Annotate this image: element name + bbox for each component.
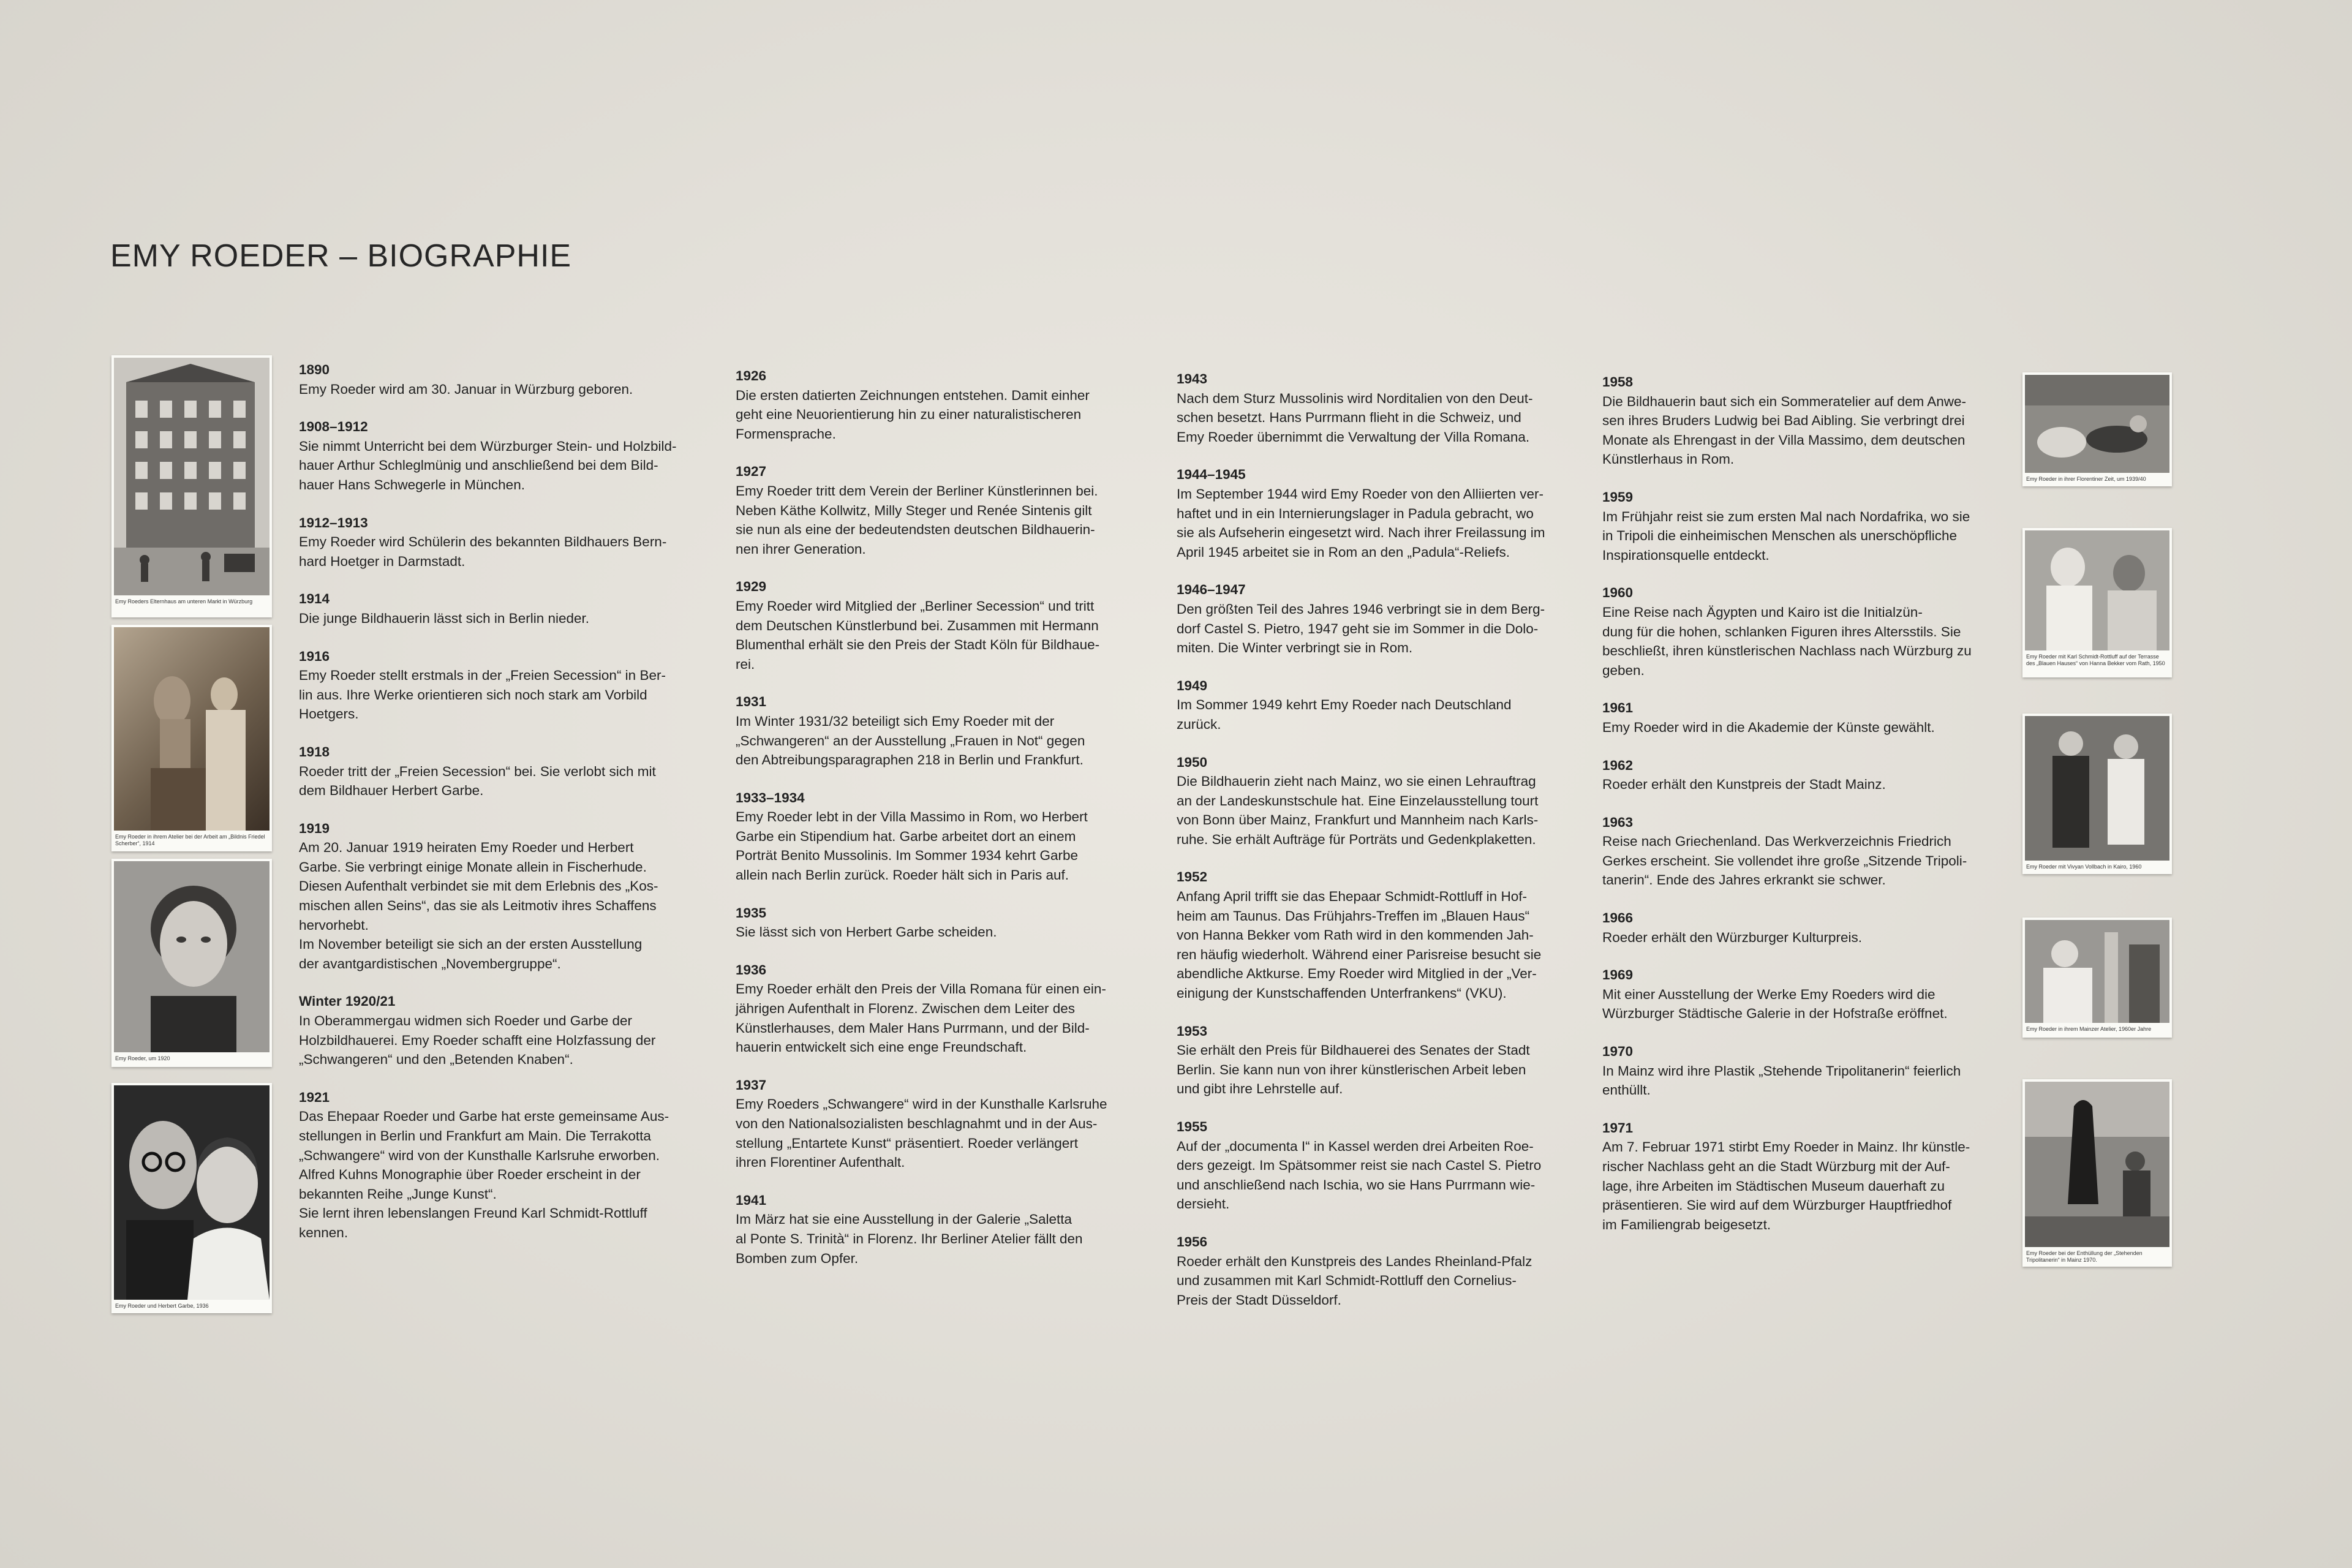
page-title: EMY ROEDER – BIOGRAPHIE	[110, 238, 572, 274]
photo-image	[114, 1085, 270, 1300]
garden-image	[2025, 375, 2169, 473]
photo-unveiling	[2022, 1079, 2172, 1267]
photo-portrait-1920	[111, 859, 272, 1067]
entry-text: Den größten Teil des Jahres 1946 verbringt sie in dem Berg- dorf Castel S. Pietro, 1947 geht sie im Sommer in die Dolo- miten. Die Winter verbringt sie in Rom.	[1177, 601, 1545, 656]
entry-text: Sie lässt sich von Herbert Garbe scheiden.	[736, 924, 997, 940]
entry-text: Emy Roeders „Schwangere“ wird in der Kunsthalle Karlsruhe von den Nationalsozialisten beschlagnahmt und in der Aus- stellung „Entartete Kunst“ präsentiert. Roeder verlängert ihren Florentiner Aufenthalt.	[736, 1096, 1107, 1170]
timeline-entry	[1602, 1042, 2043, 1100]
timeline-entry	[736, 692, 1177, 769]
photo-caption: Emy Roeder in ihrem Mainzer Atelier, 1960er Jahre	[2026, 1026, 2152, 1032]
entry-year: 1950	[1177, 754, 1208, 770]
timeline-entry	[1602, 756, 2043, 794]
timeline-entry	[1602, 965, 2043, 1023]
timeline-entry	[299, 1088, 740, 1243]
entry-year: 1921	[299, 1089, 330, 1105]
entry-year: 1966	[1602, 910, 1634, 926]
photo-image	[114, 627, 270, 831]
timeline-column-1	[299, 360, 740, 1261]
timeline-entry	[1602, 813, 2043, 890]
entry-year: 1916	[299, 648, 330, 664]
entry-text: Emy Roeder wird Schülerin des bekannten Bildhauers Bern- hard Hoetger in Darmstadt.	[299, 534, 667, 569]
entry-text: Im Sommer 1949 kehrt Emy Roeder nach Deutschland zurück.	[1177, 697, 1512, 732]
entry-year: 1926	[736, 368, 767, 383]
timeline-entry	[736, 788, 1177, 885]
entry-text: Die ersten datierten Zeichnungen entstehen. Damit einher geht eine Neuorientierung hin zu einer naturalistischeren Formensprache.	[736, 387, 1090, 442]
timeline-entry	[736, 960, 1177, 1057]
timeline-entry	[1177, 1022, 1618, 1099]
timeline-entry	[299, 417, 740, 494]
timeline-entry	[299, 513, 740, 571]
photo-caption: Emy Roeders Elternhaus am unteren Markt in Würzburg	[115, 598, 253, 605]
timeline-column-4	[1602, 372, 2043, 1253]
photo-image	[2025, 920, 2169, 1023]
entry-year: 1960	[1602, 585, 1634, 601]
photo-schmidt-rottluff	[2022, 528, 2172, 677]
photo-caption: Emy Roeder in ihrem Atelier bei der Arbeit am „Bildnis Friedel Scherber“, 1914	[115, 834, 265, 846]
timeline-entry	[736, 903, 1177, 942]
entry-text: Emy Roeder wird am 30. Januar in Würzburg geboren.	[299, 381, 633, 397]
timeline-column-3	[1177, 369, 1618, 1328]
timeline-entry	[736, 462, 1177, 559]
timeline-entry	[1177, 753, 1618, 850]
entry-text: Am 20. Januar 1919 heiraten Emy Roeder und Herbert Garbe. Sie verbringt einige Monate allein in Fischerhude. Diesen Aufenthalt verbindet sie mit dem Erlebnis des „Kos- mischen allen Seins“, das sie als Leitmotiv ihres Schaffens hervorhebt. Im November beteiligt sie sich an der ersten Ausstellung der avantgardistischen „Novembergruppe“.	[299, 840, 658, 971]
entry-year: 1936	[736, 962, 767, 978]
entry-text: Emy Roeder tritt dem Verein der Berliner Künstlerinnen bei. Neben Käthe Kollwitz, Milly Steger und Renée Sintenis gilt sie nun als eine der bedeutendsten deutschen Bildhauerin- nen ihrer Generation.	[736, 483, 1098, 557]
photo-image	[114, 861, 270, 1052]
photo-image	[2025, 716, 2169, 861]
photo-cairo	[2022, 714, 2172, 874]
entry-year: 1962	[1602, 757, 1634, 773]
entry-text: In Mainz wird ihre Plastik „Stehende Tripolitanerin“ feierlich enthüllt.	[1602, 1063, 1961, 1098]
timeline-entry	[1602, 372, 2043, 469]
entry-text: Sie erhält den Preis für Bildhauerei des Senates der Stadt Berlin. Sie kann nun von ihrer künstlerischen Arbeit leben und gibt ihre Lehrstelle auf.	[1177, 1042, 1530, 1097]
entry-text: In Oberammergau widmen sich Roeder und Garbe der Holzbildhauerei. Emy Roeder schafft eine Holzfassung der „Schwangeren“ und den „Betenden Knaben“.	[299, 1013, 656, 1068]
entry-year: 1931	[736, 694, 767, 710]
photo-image	[2025, 375, 2169, 473]
entry-text: Auf der „documenta I“ in Kassel werden drei Arbeiten Roe- ders gezeigt. Im Spätsommer reist sie nach Castel S. Pietro und anschließend nach Ischia, wo sie Hans Purrmann wie- dersieht.	[1177, 1138, 1542, 1212]
timeline-entry	[1602, 488, 2043, 565]
entry-year: 1944–1945	[1177, 467, 1246, 483]
entry-year: 1970	[1602, 1044, 1634, 1060]
sculptor-image	[114, 627, 270, 831]
entry-year: 1933–1934	[736, 790, 805, 805]
timeline-entry	[1177, 465, 1618, 562]
entry-text: Emy Roeder stellt erstmals in der „Freien Secession“ in Ber- lin aus. Ihre Werke orientieren sich noch stark am Vorbild Hoetgers.	[299, 668, 666, 722]
couple-image	[114, 1085, 270, 1300]
photo-caption: Emy Roeder bei der Enthüllung der „Stehenden Tripolitanerin“ in Mainz 1970.	[2026, 1250, 2143, 1263]
entry-year: 1918	[299, 744, 330, 760]
cairo-image	[2025, 716, 2169, 861]
entry-year: 1961	[1602, 700, 1634, 716]
entry-year: 1935	[736, 905, 767, 921]
entry-year: 1908–1912	[299, 419, 368, 435]
entry-text: Am 7. Februar 1971 stirbt Emy Roeder in Mainz. Ihr künstle- rischer Nachlass geht an die Stadt Würzburg mit der Auf- lage, ihre Arbeiten im Städtischen Museum dauerhaft zu präsentieren. Sie wird auf dem Würzburger Hauptfriedhof im Familiengrab beigesetzt.	[1602, 1139, 1970, 1232]
entry-text: Das Ehepaar Roeder und Garbe hat erste gemeinsame Aus- stellungen in Berlin und Frankfurt am Main. Die Terrakotta „Schwangere“ wird von der Kunsthalle Karlsruhe erworben. Alfred Kuhns Monographie über Roeder erscheint in der bekannten Reihe „Junge Kunst“. Sie lernt ihren lebenslangen Freund Karl Schmidt-Rottluff kennen.	[299, 1109, 669, 1240]
entry-year: 1943	[1177, 371, 1208, 386]
timeline-entry	[1602, 1118, 2043, 1235]
entry-text: Eine Reise nach Ägypten und Kairo ist die Initialzün- dung für die hohen, schlanken Figuren ihres Altersstils. Sie beschließt, ihren künstlerischen Nachlass nach Würzburg zu geben.	[1602, 604, 1972, 678]
entry-year: 1946–1947	[1177, 582, 1246, 598]
entry-year: 1952	[1177, 869, 1208, 885]
timeline-entry	[1602, 583, 2043, 680]
entry-year: 1937	[736, 1077, 767, 1093]
entry-text: Roeder erhält den Würzburger Kulturpreis.	[1602, 929, 1862, 945]
photo-caption: Emy Roeder, um 1920	[115, 1055, 170, 1061]
photo-image	[2025, 530, 2169, 650]
photo-caption: Emy Roeder und Herbert Garbe, 1936	[115, 1303, 209, 1309]
photo-parents-house	[111, 355, 272, 617]
timeline-entry	[299, 360, 740, 399]
timeline-entry	[1602, 698, 2043, 737]
timeline-entry	[736, 366, 1177, 443]
timeline-entry	[1177, 676, 1618, 734]
unveiling-image	[2025, 1082, 2169, 1247]
timeline-column-2	[736, 366, 1177, 1286]
timeline-entry	[736, 1191, 1177, 1268]
entry-text: Die junge Bildhauerin lässt sich in Berlin nieder.	[299, 610, 590, 626]
entry-text: Im Winter 1931/32 beteiligt sich Emy Roeder mit der „Schwangeren“ an der Ausstellung „Frauen in Not“ gegen den Abtreibungsparagraphen 218 in Berlin und Frankfurt.	[736, 713, 1085, 768]
entry-text: Emy Roeder wird in die Akademie der Künste gewählt.	[1602, 719, 1935, 735]
entry-text: Im September 1944 wird Emy Roeder von den Alliierten ver- haftet und in ein Internierungslager in Padula gebracht, wo sie als Aufseherin eingesetzt wird. Nach ihrer Freilassung im April 1945 arbeitet sie in Rom an den „Padula“-Reliefs.	[1177, 486, 1545, 560]
entry-year: 1890	[299, 362, 330, 377]
entry-text: Reise nach Griechenland. Das Werkverzeichnis Friedrich Gerkes erscheint. Sie vollendet ihre große „Sitzende Tripoli- tanerin“. Ende des Jahres erkrankt sie schwer.	[1602, 834, 1967, 888]
timeline-entry	[299, 992, 740, 1069]
entry-text: Emy Roeder wird Mitglied der „Berliner Secession“ und tritt dem Deutschen Künstlerbund bei. Zusammen mit Hermann Blumenthal erhält sie den Preis der Stadt Köln für Bildhaue- rei.	[736, 598, 1100, 672]
entry-text: Die Bildhauerin baut sich ein Sommeratelier auf dem Anwe- sen ihres Bruders Ludwig bei Bad Aibling. Sie verbringt drei Monate als Ehrengast in der Villa Massimo, dem deutschen Künstlerhaus in Rom.	[1602, 393, 1967, 467]
photo-image	[2025, 1082, 2169, 1247]
timeline-entry	[736, 1076, 1177, 1172]
entry-year: 1956	[1177, 1234, 1208, 1250]
entry-text: Im Frühjahr reist sie zum ersten Mal nach Nordafrika, wo sie in Tripoli die einheimischen Menschen als unerschöpfliche Inspirationsquelle entdeckt.	[1602, 508, 1970, 563]
entry-text: Die Bildhauerin zieht nach Mainz, wo sie einen Lehrauftrag an der Landeskunstschule hat. Eine Einzelausstellung tourt von Bonn über Mainz, Frankfurt und Mannheim nach Karls- ruhe. Sie erhält Aufträge für Porträts und Gedenkplaketten.	[1177, 774, 1539, 847]
entry-year: 1912–1913	[299, 514, 368, 530]
timeline-entry	[299, 742, 740, 801]
entry-text: Nach dem Sturz Mussolinis wird Norditalien von den Deut- schen besetzt. Hans Purrmann flieht in die Schweiz, und Emy Roeder übernimmt die Verwaltung der Villa Romana.	[1177, 390, 1533, 445]
entry-year: 1927	[736, 464, 767, 480]
photo-image	[114, 358, 270, 595]
terrace-image	[2025, 530, 2169, 650]
timeline-entry	[736, 577, 1177, 674]
entry-text: Roeder erhält den Kunstpreis des Landes Rheinland-Pfalz und zusammen mit Karl Schmidt-Rottluff den Cornelius- Preis der Stadt Düsseldorf.	[1177, 1253, 1532, 1308]
photo-mainz-atelier	[2022, 918, 2172, 1038]
timeline-entry	[1177, 867, 1618, 1003]
timeline-entry	[1177, 369, 1618, 447]
photo-couple	[111, 1083, 272, 1313]
entry-text: Sie nimmt Unterricht bei dem Würzburger Stein- und Holzbild- hauer Arthur Schleglmünig und anschließend bei dem Bild- hauer Hans Schwegerle in München.	[299, 438, 677, 492]
entry-year: 1971	[1602, 1120, 1634, 1136]
photo-caption: Emy Roeder mit Karl Schmidt-Rottluff auf der Terrasse des „Blauen Hauses“ von Hanna Bekker vom Rath, 1950	[2026, 654, 2165, 666]
entry-text: Roeder erhält den Kunstpreis der Stadt Mainz.	[1602, 777, 1886, 793]
timeline-entry	[299, 589, 740, 628]
timeline-entry	[299, 819, 740, 974]
entry-year: 1914	[299, 591, 330, 607]
timeline-entry	[1602, 908, 2043, 947]
entry-year: Winter 1920/21	[299, 993, 396, 1009]
entry-year: 1955	[1177, 1119, 1208, 1134]
entry-text: Emy Roeder erhält den Preis der Villa Romana für einen ein- jährigen Aufenthalt in Florenz. Zwischen dem Leiter des Künstlerhauses, dem Maler Hans Purrmann, und der Bild- hauerin entwickelt sich eine enge Freundschaft.	[736, 981, 1106, 1055]
photo-atelier	[111, 625, 272, 851]
photo-caption: Emy Roeder in ihrer Florentiner Zeit, um 1939/40	[2026, 476, 2146, 482]
entry-year: 1949	[1177, 677, 1208, 693]
entry-year: 1941	[736, 1192, 767, 1208]
photo-caption: Emy Roeder mit Vivyan Vollbach in Kairo, 1960	[2026, 864, 2142, 870]
entry-year: 1929	[736, 579, 767, 595]
entry-year: 1959	[1602, 489, 1634, 505]
portrait-image	[114, 861, 270, 1052]
entry-text: Im März hat sie eine Ausstellung in der Galerie „Saletta al Ponte S. Trinità“ in Florenz. Ihr Berliner Atelier fällt den Bomben zum Opfer.	[736, 1212, 1083, 1266]
entry-year: 1969	[1602, 967, 1634, 983]
entry-text: Roeder tritt der „Freien Secession“ bei. Sie verlobt sich mit dem Bildhauer Herbert Garbe.	[299, 763, 656, 799]
building-image	[114, 358, 270, 595]
timeline-entry	[1177, 580, 1618, 657]
atelier-image	[2025, 920, 2169, 1023]
timeline-entry	[1177, 1232, 1618, 1310]
entry-year: 1963	[1602, 814, 1634, 830]
photo-florence	[2022, 372, 2172, 486]
entry-year: 1953	[1177, 1023, 1208, 1039]
timeline-entry	[299, 647, 740, 724]
entry-text: Emy Roeder lebt in der Villa Massimo in Rom, wo Herbert Garbe ein Stipendium hat. Garbe arbeitet dort an einem Porträt Benito Mussolinis. Im Sommer 1934 kehrt Garbe allein nach Berlin zurück. Roeder hält sich in Paris auf.	[736, 809, 1088, 883]
entry-text: Mit einer Ausstellung der Werke Emy Roeders wird die Würzburger Städtische Galerie in der Hofstraße eröffnet.	[1602, 986, 1948, 1022]
entry-year: 1958	[1602, 374, 1634, 390]
entry-text: Anfang April trifft sie das Ehepaar Schmidt-Rottluff in Hof- heim am Taunus. Das Frühjahrs-Treffen im „Blauen Haus“ von Hanna Bekker vom Rath wird in den kommenden Jah- ren häufig wiederholt. Während einer Parisreise besucht sie abendliche Aktkurse. Emy Roeder wird Mitglied in der „Ver- einigung der Kunstschaffenden Unterfrankens“ (VKU).	[1177, 889, 1542, 1001]
entry-year: 1919	[299, 820, 330, 836]
timeline-entry	[1177, 1117, 1618, 1214]
